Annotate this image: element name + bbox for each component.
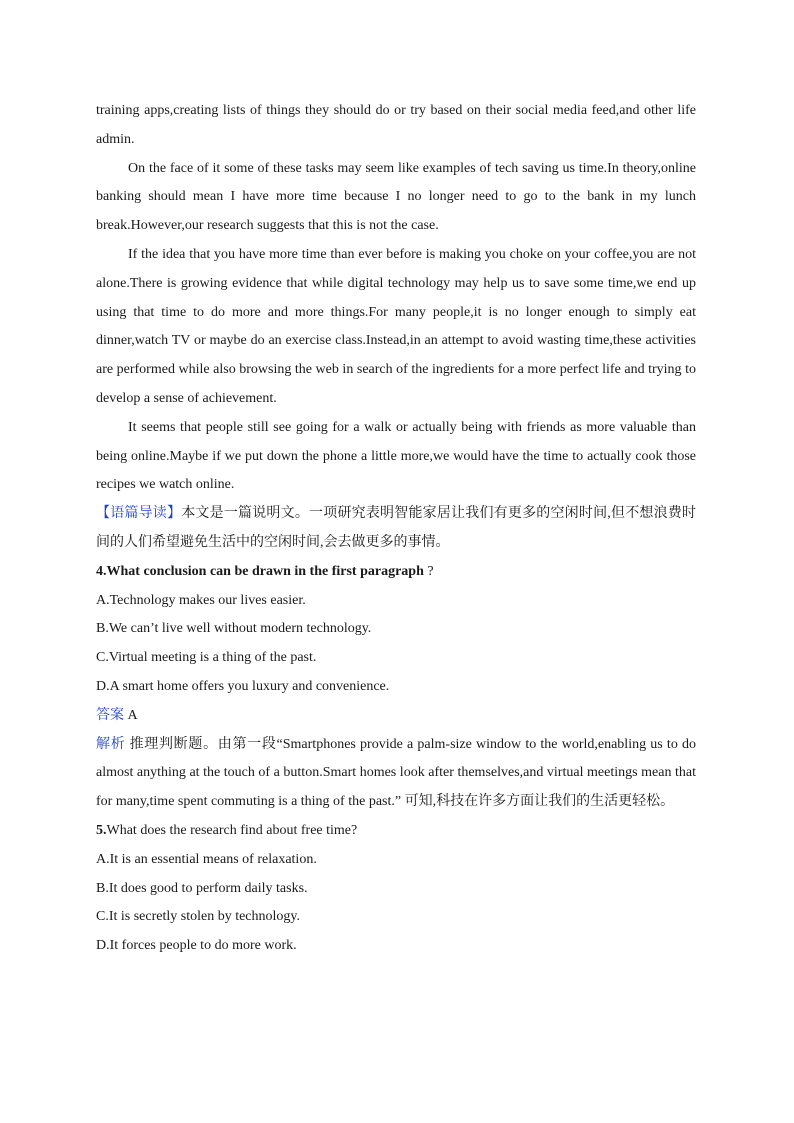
passage-paragraph-2: On the face of it some of these tasks may seem like examples of tech saving us time.In theory,online banking should mean I have more time because I no longer need to go to the bank in my lunch break.However,our research suggests that this is not the case. [96,160,696,234]
question-5-option-a: A.It is an essential means of relaxation. [96,851,317,867]
question-5-text: What does the research find about free time? [106,822,358,838]
passage-paragraph-3: If the idea that you have more time than ever before is making you choke on your coffee,you are not alone.There is growing evidence that while digital technology may help us to save some time,we end up using that time to do more and more things.For many people,it is no longer enough to simply eat dinner,watch TV or maybe do an exercise class.Instead,in an attempt to avoid wasting time,these activities are performed while also browsing the web in search of the ingredients for a more perfect life and trying to develop a sense of achievement. [96,246,696,406]
answer-value: A [127,707,138,723]
reading-guide-text: 本文是一篇说明文。一项研究表明智能家居让我们有更多的空闲时间,但不想浪费时间的人们希望避免生活中的空闲时间,会去做更多的事情。 [96,506,697,550]
analysis-text: 推理判断题。由第一段“Smartphones provide a palm-size window to the world,enabling us to do almost anything at the touch of a button.Smart homes look after themselves,and virtual meetings mean that for many,time spent commuting is a thing of the past.” 可知,科技在许多方面让我们的生活更轻松。 [96,736,697,810]
question-5-number: 5. [96,822,107,838]
question-5-option-c: C.It is secretly stolen by technology. [96,909,300,925]
question-4-option-a: A.Technology makes our lives easier. [96,592,306,608]
question-4-analysis [96,731,696,817]
question-4-option-d: D.A smart home offers you luxury and convenience. [96,678,390,694]
question-4-option-b: B.We can’t live well without modern technology. [96,621,372,637]
question-4-answer [96,702,696,731]
analysis-label: 解析 [96,736,126,752]
question-4-option-c: C.Virtual meeting is a thing of the past. [96,650,317,666]
question-4-text: What conclusion can be drawn in the first paragraph [106,563,424,579]
reading-guide [96,500,696,558]
document-content [96,97,696,961]
question-4-mark: ? [427,563,434,579]
question-5-option-d: D.It forces people to do more work. [96,938,297,954]
passage-paragraph-4: It seems that people still see going for a walk or actually being with friends as more valuable than being online.Maybe if we put down the phone a little more,we would have the time to actually cook those recipes we watch online. [96,419,696,493]
passage-paragraph-1: training apps,creating lists of things they should do or try based on their social media feed,and other life admin. [96,103,696,147]
reading-guide-label: 【语篇导读】 [96,506,182,522]
question-5 [96,817,696,846]
question-4-number: 4. [96,563,107,579]
question-4 [96,558,696,587]
answer-label: 答案 [96,707,124,723]
question-5-option-b: B.It does good to perform daily tasks. [96,880,308,896]
